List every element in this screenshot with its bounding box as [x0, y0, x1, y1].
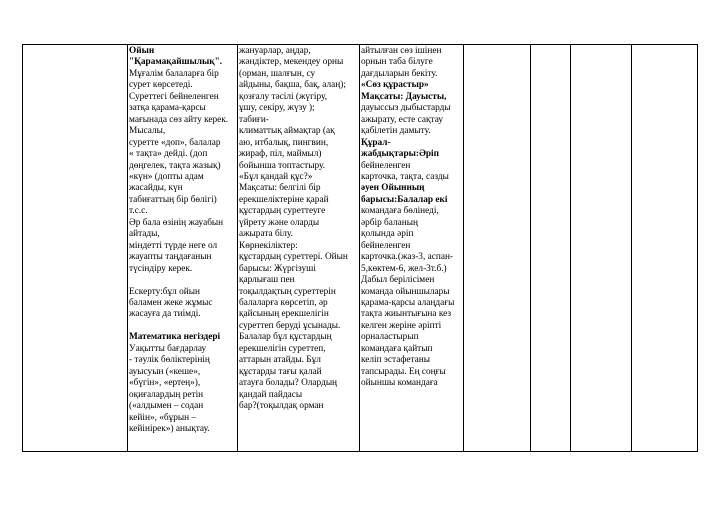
table-col-5	[463, 44, 530, 452]
text-line: құстардың суреттеуге	[239, 206, 326, 217]
text-line: командаға қайтып	[361, 343, 433, 354]
text-line: кейінірек») анықтау.	[129, 423, 210, 434]
text-line: командаға бөлінеді,	[361, 206, 439, 217]
text-line: Құрал-	[361, 137, 391, 148]
text-line: барысы:Балалар екі	[361, 194, 448, 205]
text-line: климаттық аймақтар (ақ	[239, 126, 335, 137]
cell-nature-birds	[239, 46, 359, 413]
text-line: Мақсаты: белгілі бір	[239, 183, 321, 194]
text-line: команда ойыншылары	[361, 286, 450, 297]
text-line: баламен жеке жұмыс	[129, 297, 213, 308]
text-line: тоқылдақтың суреттерін	[239, 286, 336, 297]
text-line: келіп эстафетаны	[361, 355, 431, 366]
text-line: бейнеленген	[361, 160, 411, 171]
text-line: - тәулік бөліктерінің	[129, 355, 210, 366]
text-line: («алдымен – содан	[129, 401, 204, 412]
text-line: суретте «доп», балалар	[129, 137, 221, 148]
text-line: орнын таба білуге	[361, 57, 433, 68]
text-line: мағынада сөз айту керек.	[129, 114, 229, 125]
text-line: оқиғалардың ретін	[129, 389, 204, 400]
text-line: «күн» (допты адам	[129, 171, 204, 182]
text-line: Мақсаты: Дауысты,	[361, 91, 447, 102]
text-line: әуен Ойынның	[361, 183, 425, 194]
text-line: құстарды тағы қалай	[239, 366, 322, 377]
text-line: қайсының ерекшелігін	[239, 309, 329, 320]
text-line: атауға болады? Олардың	[239, 378, 338, 389]
text-line: балаларға көрсетіп, әр	[239, 297, 328, 308]
text-line: Көрнекіліктер:	[239, 240, 298, 251]
text-line: қозғалу тәсілі (жүгіру,	[239, 91, 328, 102]
plan-table	[22, 44, 698, 452]
text-line: бойынша топтастыру.	[239, 160, 326, 171]
cell-games-and-math	[129, 46, 236, 435]
text-line: ерекшелігін суреттеп,	[239, 343, 326, 354]
text-line: ажырата білу.	[239, 229, 293, 240]
text-line: ұшу, секіру, жүзу );	[239, 103, 315, 114]
text-line: Дабыл берілісімен	[361, 275, 435, 286]
text-line: табиғаттың бір бөлігі)	[129, 194, 217, 205]
text-line: Әр бала өзінің жауабын	[129, 217, 224, 228]
text-line: жауапты таңдағанын	[129, 252, 212, 263]
text-line: міндетті түрде неге ол	[129, 240, 218, 251]
text-line: 5,көктем-6, жел-3т.б.)	[361, 263, 447, 274]
text-line: ойыншы командаға	[361, 378, 438, 389]
text-line: жануарлар, аңдар,	[239, 46, 311, 56]
text-line: сурет көрсетеді.	[129, 80, 193, 91]
text-line: орналастырып	[361, 332, 419, 343]
text-line: аттарын атайды. Бұл	[239, 355, 321, 366]
text-line: қолында әріп	[361, 229, 414, 240]
text-line: үйрету және оларды	[239, 217, 320, 228]
text-line: Уақытты бағдарлау	[129, 343, 207, 354]
text-line: жәндіктер, мекендеу орны	[239, 57, 344, 68]
table-col-8	[631, 44, 698, 452]
text-line: Ойын	[129, 46, 155, 56]
text-line: қарлығаш пен	[239, 275, 295, 286]
text-line: карточка, тақта, сазды	[361, 171, 449, 182]
text-line: жасауға да тиімді.	[129, 309, 201, 320]
text-line: Суреттегі бейнеленген	[129, 91, 219, 102]
text-line: «Сөз құрастыр»	[361, 80, 429, 91]
text-line: Мысалы,	[129, 126, 166, 137]
text-line: Мұғалім балаларға бір	[129, 68, 219, 79]
text-line: жабдықтары:Әріп	[361, 149, 439, 160]
cell-word-game	[361, 46, 462, 390]
text-line: дағдыларын бекіту.	[361, 68, 438, 79]
text-line: карточка.(жаз-3, аспан-	[361, 252, 454, 263]
text-line	[129, 321, 236, 332]
text-line: жасайды, күн	[129, 183, 183, 194]
text-line: табиғи-	[239, 114, 269, 125]
text-line: Математика негіздері	[129, 332, 221, 343]
text-line: қандай пайдасы	[239, 389, 303, 400]
table-col-1	[22, 44, 127, 452]
text-line: дауыссыз дыбыстарды	[361, 103, 451, 114]
text-line: айтылған сөз ішінен	[361, 46, 442, 56]
text-line: тақта жиынтығына кез	[361, 309, 452, 320]
text-line: түсіндіру керек.	[129, 263, 193, 274]
text-line: барысы: Жүргізуші	[239, 263, 316, 274]
text-line: ерекшеліктеріне қарай	[239, 194, 329, 205]
text-line: Ескерту:бұл ойын	[129, 286, 200, 297]
text-line: тапсырады. Ең соңғы	[361, 366, 446, 377]
text-line: кейін», «бұрын –	[129, 412, 197, 423]
text-line: қарама-қарсы алаңдағы	[361, 297, 455, 308]
text-line: (орман, шалғын, су	[239, 68, 316, 79]
text-line: жираф, піл, маймыл)	[239, 149, 322, 160]
text-line: «Бұл қандай құс?»	[239, 171, 313, 182]
text-line	[129, 275, 236, 286]
text-line: т.с.с.	[129, 206, 148, 217]
text-line: бар?(тоқылдақ орман	[239, 401, 324, 412]
text-line: ауысуын («кеше»,	[129, 366, 201, 377]
text-line: затқа қарама-қарсы	[129, 103, 206, 114]
text-line: айдыны, бақша, бақ, алаң);	[239, 80, 346, 91]
text-line: дөңгелек, тақта жазық)	[129, 160, 221, 171]
text-line: айтады,	[129, 229, 160, 240]
text-line: қабілетін дамыту.	[361, 126, 431, 137]
text-line: аю, итбалық, пингвин,	[239, 137, 329, 148]
text-line: "Қарамақайшылық".	[129, 57, 223, 68]
table-col-7	[570, 44, 631, 452]
text-line: құстардың суреттері. Ойын	[239, 252, 348, 263]
text-line: ажырату, есте сақтау	[361, 114, 443, 125]
text-line: «бүгін», «ертең»),	[129, 378, 201, 389]
text-line: келген жеріне әріпті	[361, 320, 442, 331]
text-line: суреттеп беруді ұсынады.	[239, 320, 341, 331]
text-line: Балалар бұл құстардың	[239, 332, 332, 343]
table-col-6	[530, 44, 570, 452]
text-line: « тақта» дейді. (доп	[129, 149, 208, 160]
text-line: бейнеленген	[361, 240, 411, 251]
text-line: әрбір баланың	[361, 217, 418, 228]
